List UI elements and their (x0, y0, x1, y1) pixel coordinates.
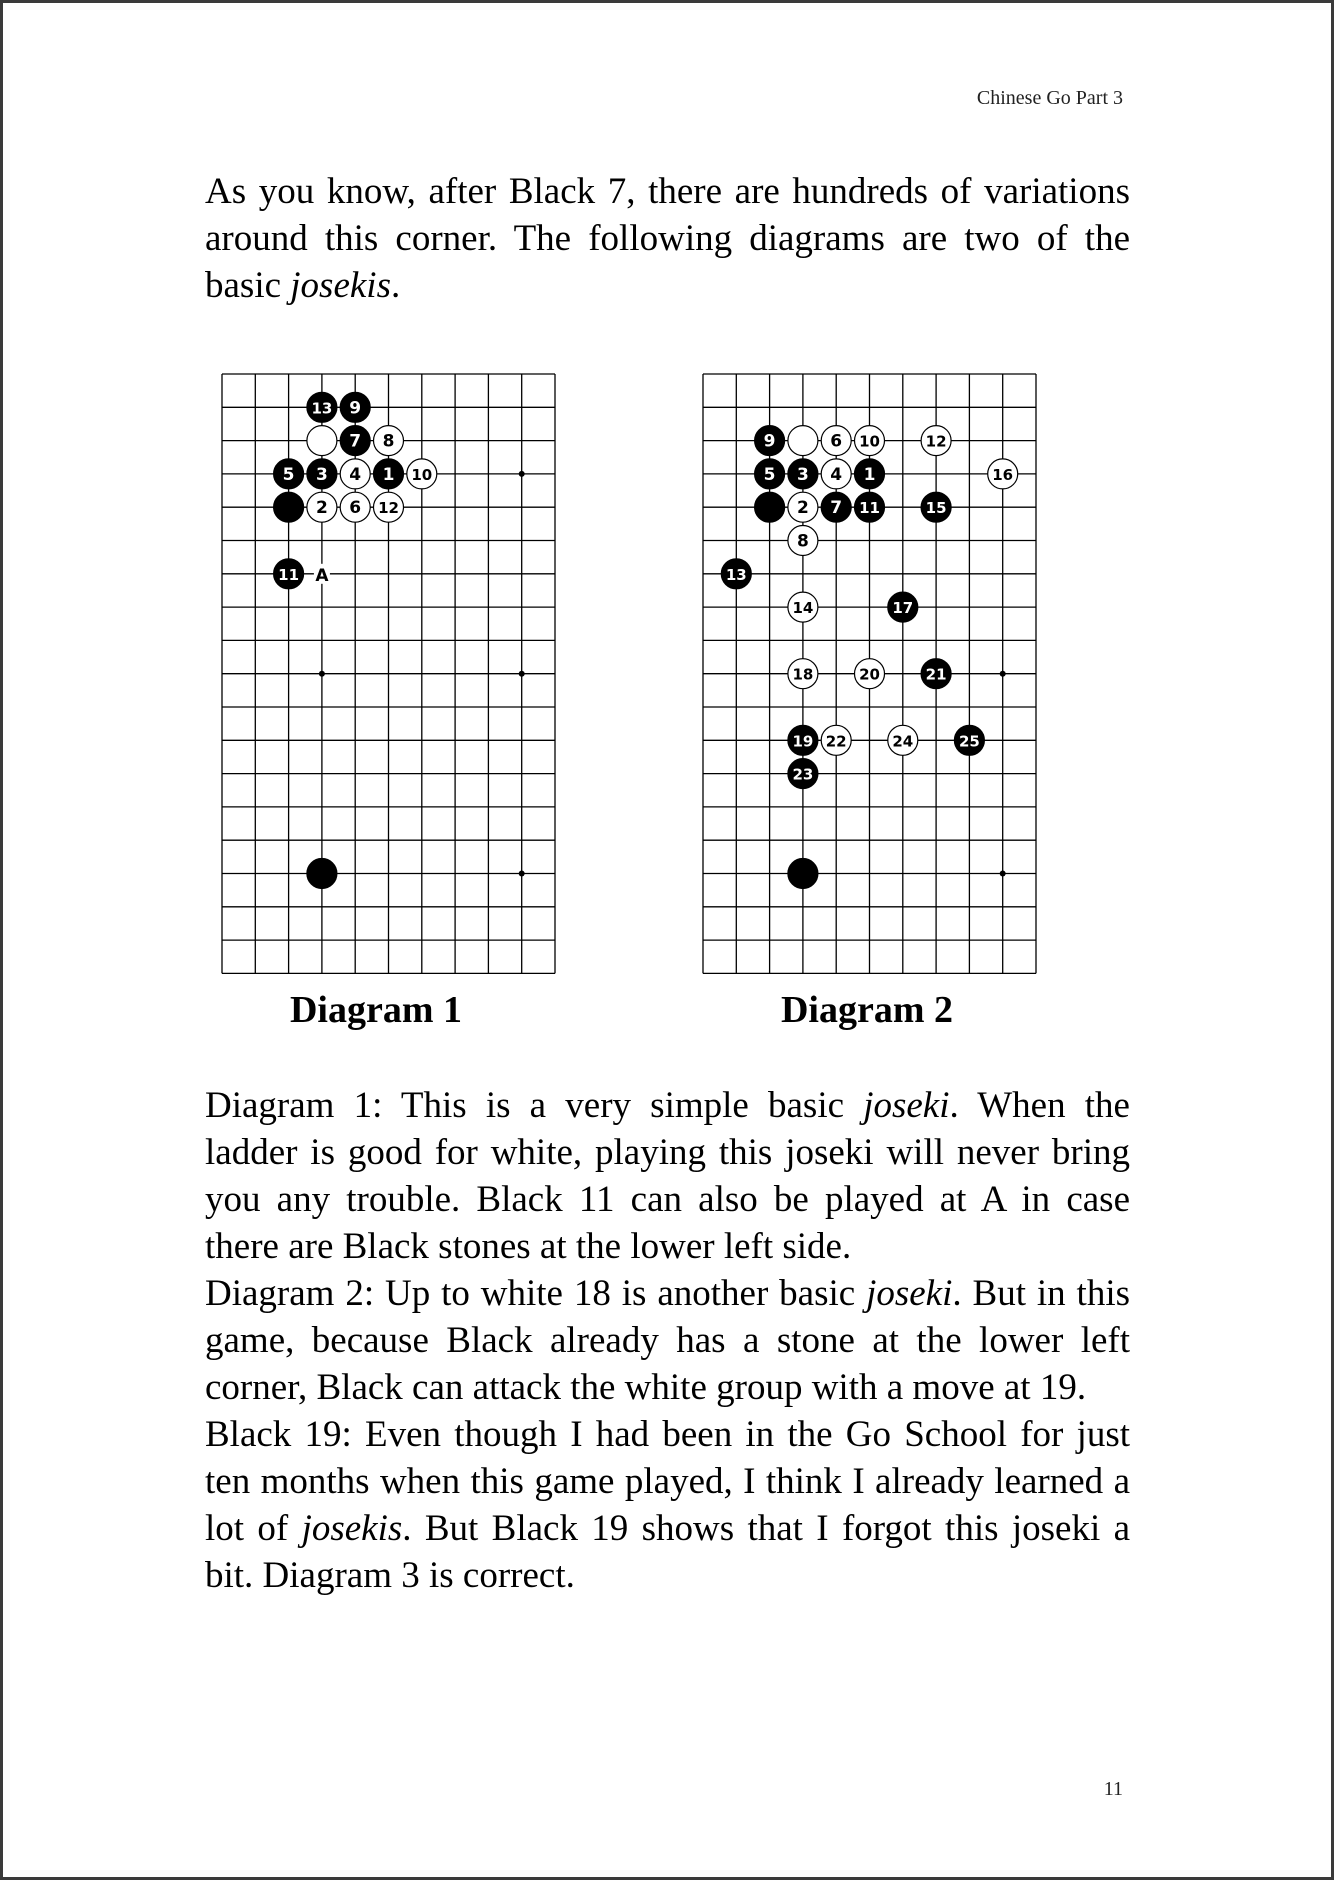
stone-move-number: 13 (311, 399, 333, 418)
stone-move-number: 1 (382, 464, 395, 485)
board-grid (222, 374, 555, 973)
stone-move-number: 16 (992, 465, 1014, 484)
stone-move-number: 19 (792, 732, 814, 751)
stone-move-number: 6 (830, 431, 843, 452)
stone-move-number: 9 (763, 431, 776, 452)
paragraph-text: Diagram 2: Up to white 18 is another basic (205, 1273, 867, 1314)
white-stone (307, 426, 337, 456)
diagram-2-caption: Diagram 2 (780, 989, 954, 1031)
paragraph-text: . But Black 19 shows that I forgot this joseki a bit. Diagram 3 is correct. (205, 1508, 1130, 1596)
stone-move-number: 10 (859, 432, 880, 451)
stone-move-number: 6 (349, 498, 362, 519)
board-letter-marker: A (315, 565, 329, 586)
stone-move-number: 7 (349, 431, 362, 452)
stone-move-number: 3 (796, 464, 809, 485)
stone-move-number: 15 (925, 499, 947, 518)
stone-move-number: 14 (792, 599, 814, 618)
stone-move-number: 24 (892, 732, 914, 751)
star-point (1000, 871, 1006, 877)
commentary-text (205, 1082, 1130, 1599)
diagram-1-caption: Diagram 1 (289, 989, 463, 1031)
go-diagram-1 (219, 371, 558, 976)
intro-text (205, 168, 1130, 309)
stone-move-number: 21 (925, 665, 947, 684)
running-header: Chinese Go Part 3 (976, 87, 1123, 109)
commentary-paragraph-3 (205, 1411, 1130, 1599)
paragraph-emphasis: joseki (863, 1085, 950, 1126)
paragraph-emphasis: josekis (301, 1508, 403, 1549)
go-diagram-2 (700, 371, 1039, 976)
stone-move-number: 4 (349, 464, 362, 485)
star-point (1000, 671, 1006, 677)
stone-move-number: 22 (825, 732, 847, 751)
stone-move-number: 4 (830, 464, 843, 485)
black-stone (755, 492, 785, 522)
stone-move-number: 2 (796, 498, 809, 519)
stone-move-number: 18 (792, 665, 814, 684)
commentary-paragraph-1 (205, 1082, 1130, 1270)
star-point (319, 671, 325, 677)
stone-move-number: 10 (411, 465, 433, 484)
black-stone (788, 859, 818, 889)
star-point (519, 671, 525, 677)
stone-move-number: 1 (863, 464, 876, 485)
stone-move-number: 12 (925, 432, 947, 451)
stone-move-number: 8 (796, 531, 809, 552)
stone-move-number: 2 (315, 498, 328, 519)
page-number: 11 (1103, 1778, 1123, 1800)
stone-move-number: 11 (859, 499, 880, 518)
stone-move-number: 3 (315, 464, 328, 485)
paragraph-text: . When the ladder is good for white, playing this joseki will never bring you any trouble. Black 11 can also be played at A in case there are Black stones at the lower left side. (205, 1085, 1130, 1267)
white-stone (788, 426, 818, 456)
stone-move-number: 11 (278, 565, 300, 584)
intro-text-part: As you know, after Black 7, there are hundreds of variations around this corner. The following diagrams are two of the basic (205, 171, 1130, 306)
stone-move-number: 23 (792, 765, 814, 784)
intro-emphasis: josekis (290, 265, 391, 306)
stone-move-number: 5 (282, 464, 295, 485)
stone-move-number: 12 (378, 499, 399, 518)
star-point (519, 871, 525, 877)
commentary-paragraph-2 (205, 1270, 1130, 1411)
paragraph-text: Black 19: Even though I had been in the Go School for just ten months when this game played, I think I already learned a lot of (205, 1414, 1130, 1549)
black-stone (274, 492, 304, 522)
stone-move-number: 13 (725, 565, 747, 584)
intro-text-end: . (390, 265, 401, 306)
stone-move-number: 9 (349, 398, 362, 419)
stone-move-number: 8 (382, 431, 395, 452)
board-grid (703, 374, 1036, 973)
stone-move-number: 20 (859, 665, 880, 684)
paragraph-emphasis: joseki (866, 1273, 953, 1314)
stone-move-number: 25 (958, 732, 980, 751)
stone-move-number: 5 (763, 464, 776, 485)
paragraph-text: Diagram 1: This is a very simple basic (205, 1085, 864, 1126)
star-point (519, 471, 525, 477)
stone-move-number: 7 (830, 498, 843, 519)
paragraph-text: . But in this game, because Black already has a stone at the lower left corner, Black can attack the white group with a move at 19. (205, 1273, 1131, 1408)
black-stone (307, 859, 337, 889)
intro-paragraph (205, 168, 1130, 309)
stone-move-number: 17 (892, 599, 914, 618)
